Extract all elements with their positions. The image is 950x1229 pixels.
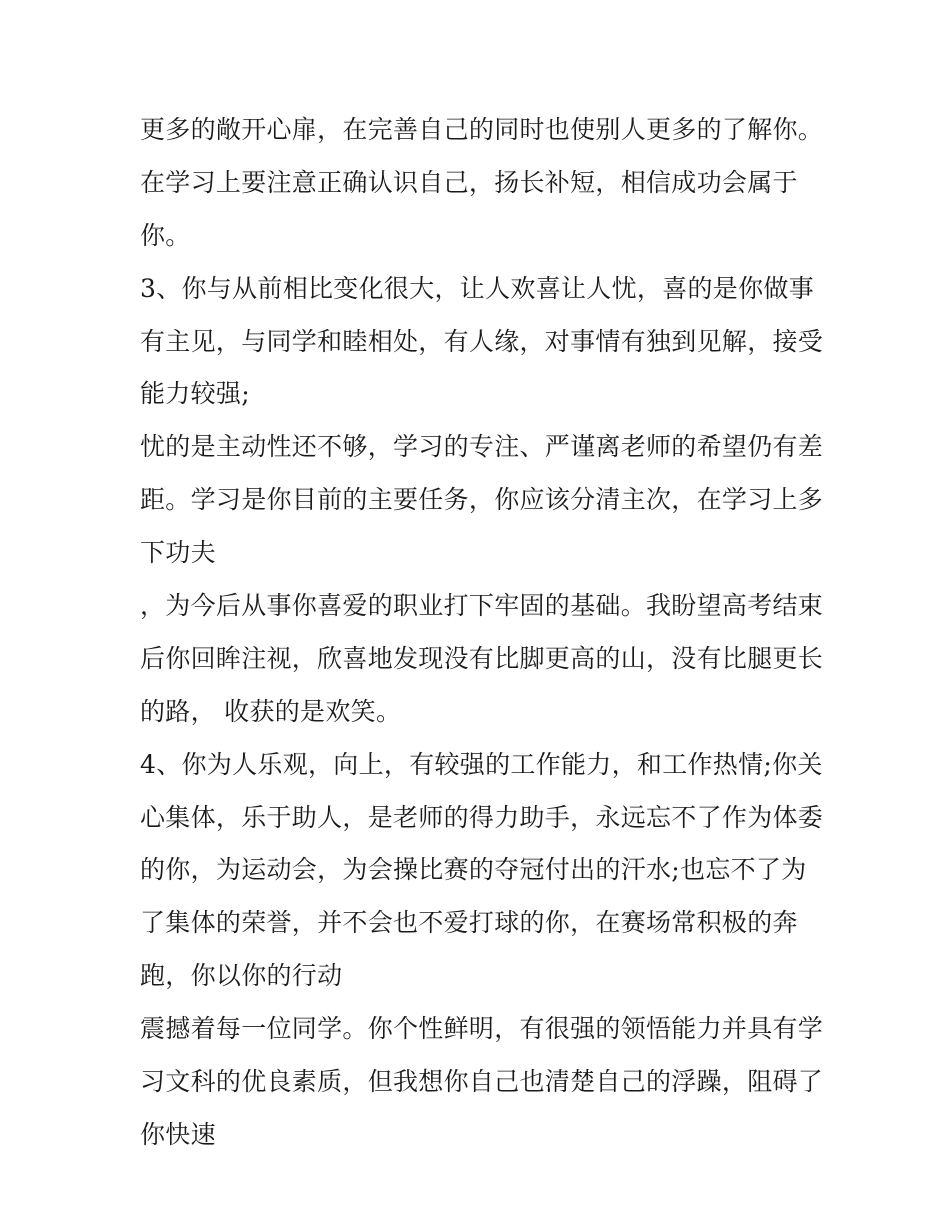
text-line: 更多的敞开心扉，在完善自己的同时也使别人更多的了解你。 [140, 115, 824, 144]
text-line: 震撼着每一位同学。你个性鲜明，有很强的领悟能力并具有学 [140, 1014, 824, 1044]
text-line: 忧的是主动性还不够，学习的专注、严谨离老师的希望仍有差 [140, 432, 824, 462]
text-line: 距。学习是你目前的主要任务，你应该分清主次，在学习上多 [140, 485, 824, 515]
text-line: 4、你为人乐观，向上，有较强的工作能力，和工作热情;你关 [140, 749, 823, 779]
text-line: 你。 [140, 220, 191, 250]
text-line: 能力较强; [140, 379, 250, 409]
text-line: 有主见，与同学和睦相处，有人缘，对事情有独到见解，接受 [140, 326, 824, 356]
text-line: 后你回眸注视，欣喜地发现没有比脚更高的山，没有比腿更长 [140, 643, 824, 673]
text-line: 习文科的优良素质，但我想你自己也清楚自己的浮躁，阻碍了 [140, 1067, 824, 1097]
text-line: 跑，你以你的行动 [140, 961, 343, 991]
text-line: 下功夫 [140, 538, 216, 568]
text-line: 你快速 [140, 1119, 216, 1149]
text-line: 在学习上要注意正确认识自己，扬长补短，相信成功会属于 [140, 167, 798, 197]
text-line: ，为今后从事你喜爱的职业打下牢固的基础。我盼望高考结束 [140, 591, 824, 621]
text-line: 了集体的荣誉，并不会也不爱打球的你，在赛场常积极的奔 [140, 908, 798, 938]
text-line: 的路， 收获的是欢笑。 [140, 696, 402, 726]
text-line: 的你，为运动会，为会操比赛的夺冠付出的汗水;也忘不了为 [140, 855, 807, 885]
text-line: 3、你与从前相比变化很大，让人欢喜让人忧，喜的是你做事 [140, 273, 815, 303]
body-text [140, 104, 830, 1162]
text-line: 心集体，乐于助人，是老师的得力助手，永远忘不了作为体委 [140, 802, 824, 832]
